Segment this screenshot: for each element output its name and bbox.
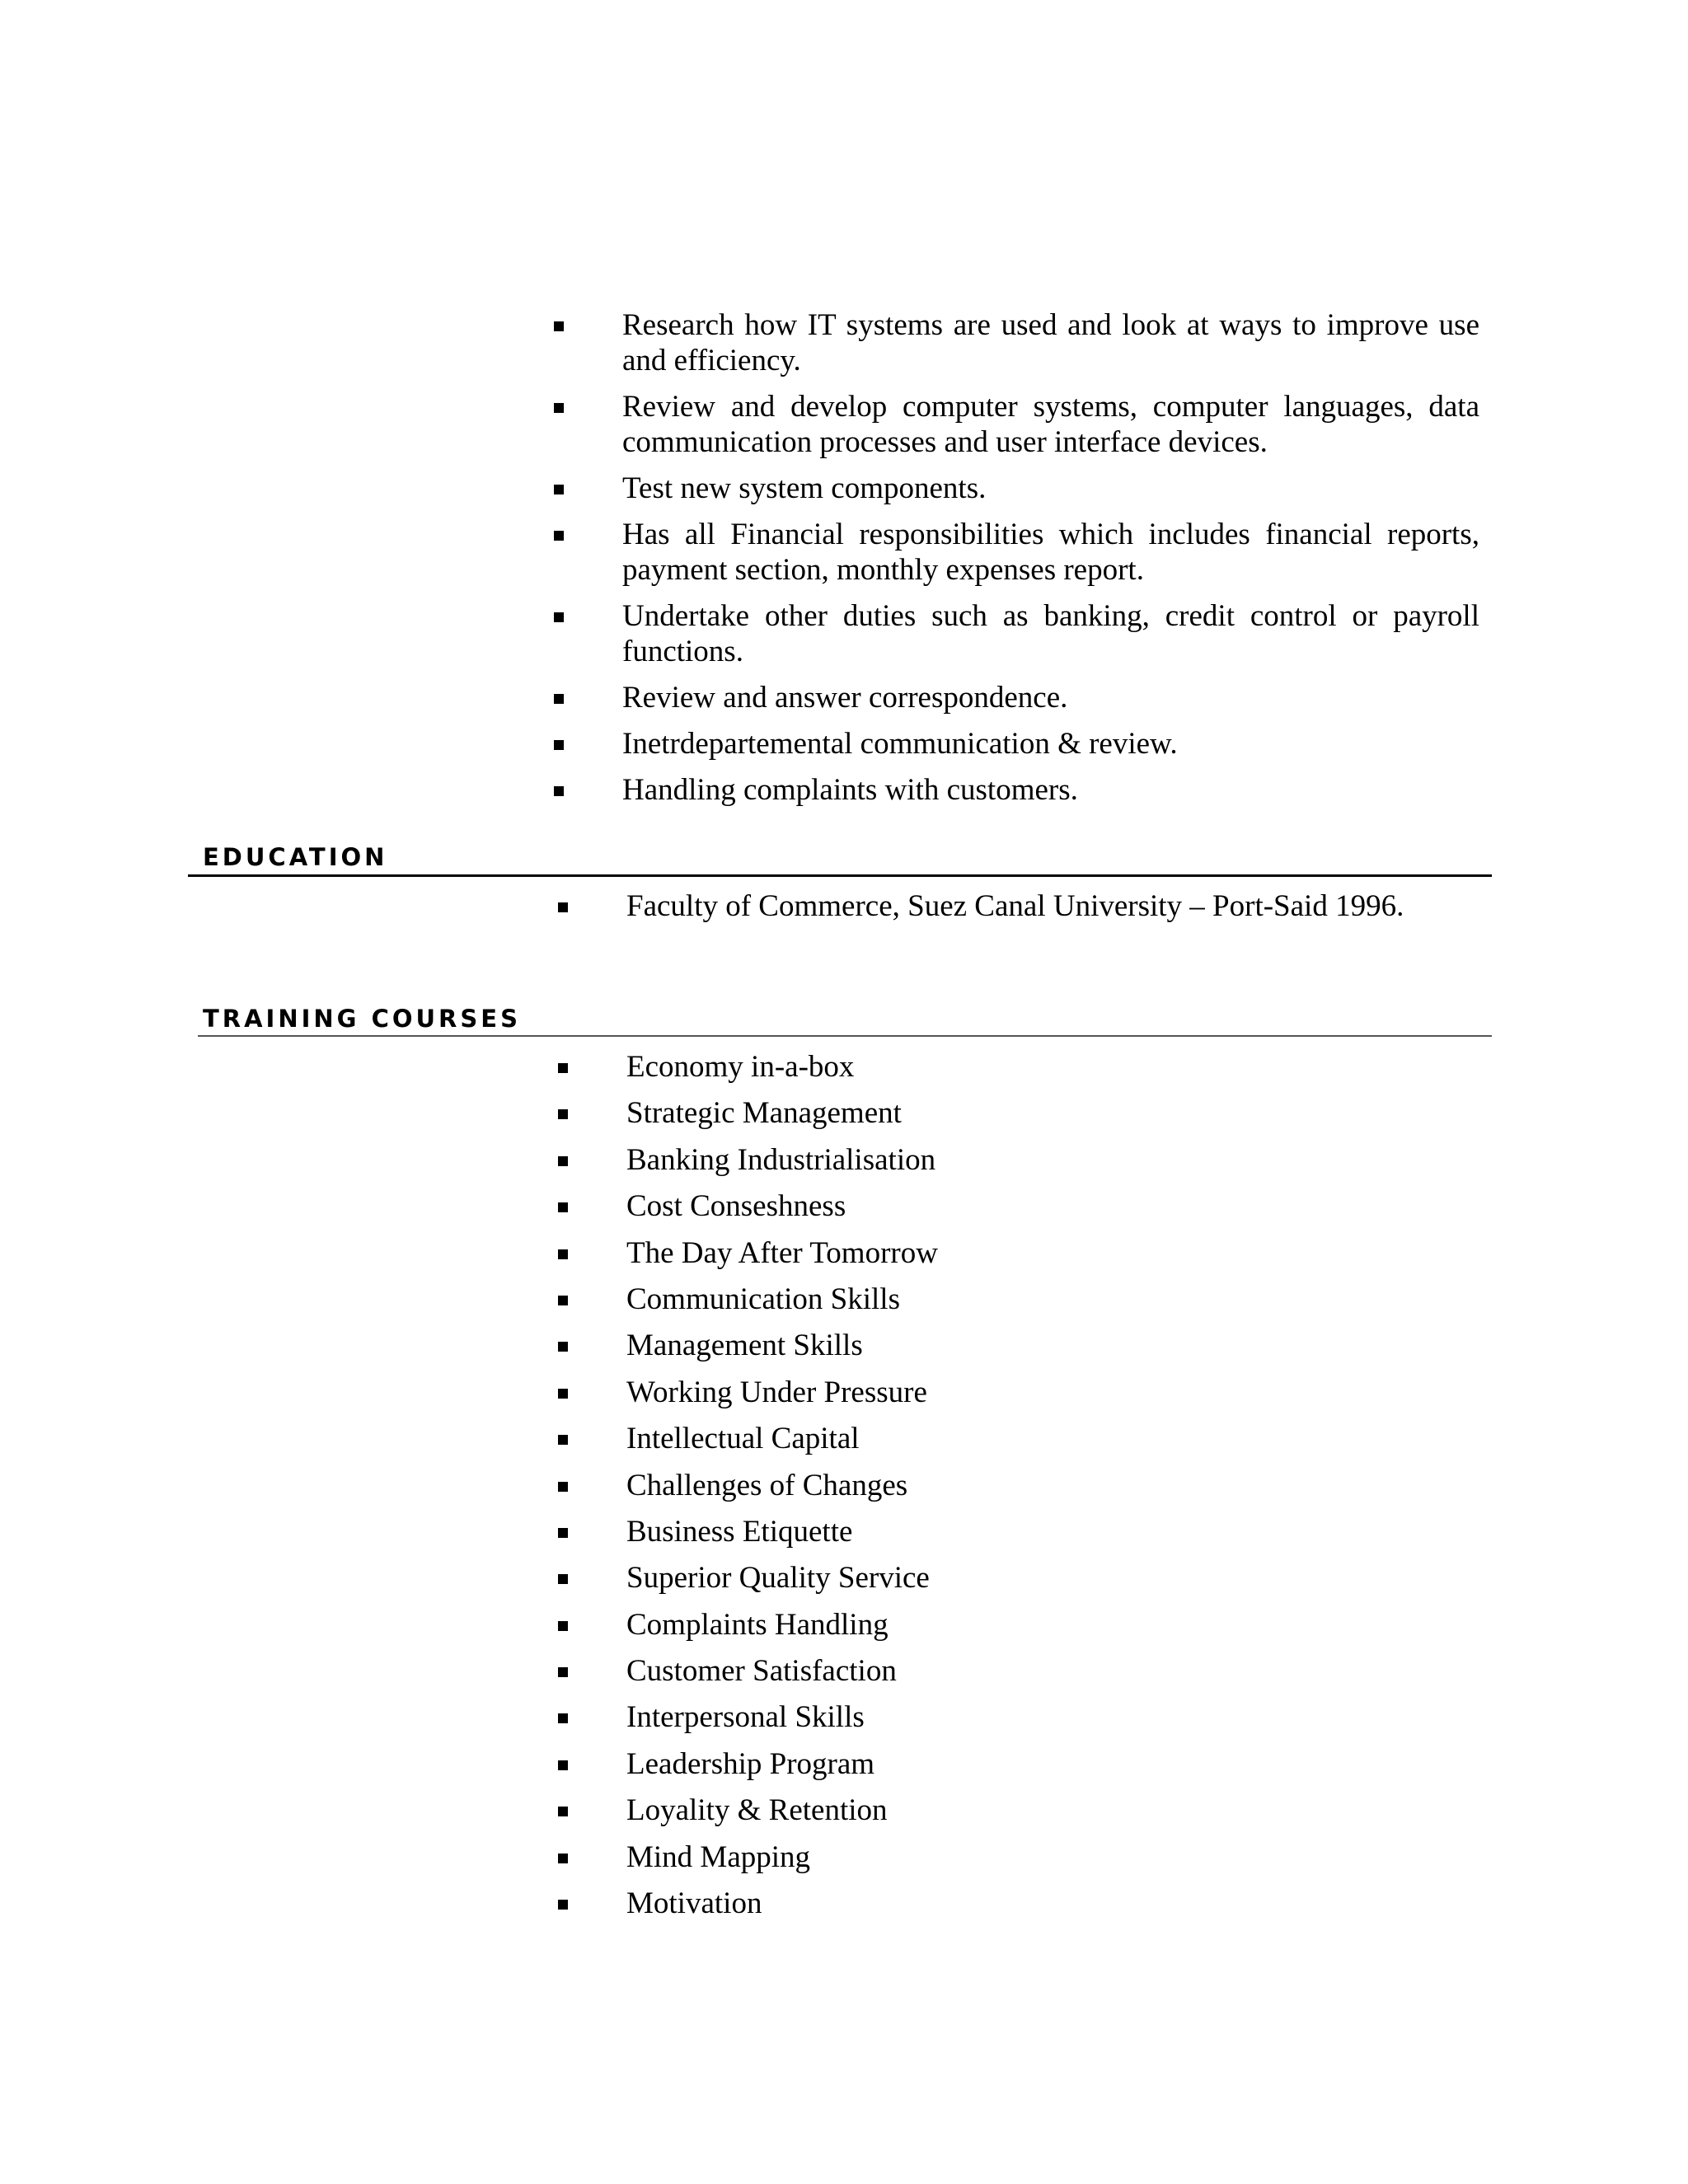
square-bullet-icon <box>554 612 564 622</box>
list-item <box>626 1235 1484 1282</box>
duty-text: Undertake other duties such as banking, credit control or payroll functions. <box>622 599 1479 668</box>
course-text: Mind Mapping <box>626 1840 811 1874</box>
square-bullet-icon <box>554 321 564 331</box>
list-item <box>626 1514 1484 1560</box>
education-list <box>626 888 1484 924</box>
square-bullet-icon <box>558 1249 568 1259</box>
square-bullet-icon <box>558 1482 568 1492</box>
list-item <box>622 726 1479 762</box>
duty-text: Review and answer correspondence. <box>622 681 1068 715</box>
list-item <box>626 1328 1484 1374</box>
list-item <box>622 517 1479 588</box>
course-text: Communication Skills <box>626 1282 900 1316</box>
job-duties-list <box>622 307 1479 818</box>
training-heading: TRAINING COURSES <box>203 1005 521 1033</box>
course-text: Customer Satisfaction <box>626 1654 897 1689</box>
list-item <box>626 1095 1484 1141</box>
course-text: Loyality & Retention <box>626 1793 888 1828</box>
course-text: Interpersonal Skills <box>626 1700 865 1735</box>
list-item <box>626 1142 1484 1188</box>
list-item <box>626 1468 1484 1514</box>
square-bullet-icon <box>558 1156 568 1166</box>
list-item <box>622 307 1479 378</box>
square-bullet-icon <box>558 902 568 912</box>
list-item <box>626 1049 1484 1095</box>
square-bullet-icon <box>558 1574 568 1584</box>
square-bullet-icon <box>558 1900 568 1910</box>
course-text: Leadership Program <box>626 1746 875 1781</box>
course-text: Complaints Handling <box>626 1607 889 1642</box>
list-item <box>626 1282 1484 1328</box>
list-item <box>626 888 1484 924</box>
square-bullet-icon <box>554 740 564 750</box>
square-bullet-icon <box>554 694 564 704</box>
square-bullet-icon <box>558 1296 568 1305</box>
square-bullet-icon <box>558 1621 568 1631</box>
square-bullet-icon <box>558 1342 568 1352</box>
list-item <box>626 1840 1484 1886</box>
education-text: Faculty of Commerce, Suez Canal University – Port-Said 1996. <box>626 889 1404 923</box>
list-item <box>622 471 1479 506</box>
course-text: Banking Industrialisation <box>626 1142 936 1177</box>
course-text: Economy in-a-box <box>626 1050 855 1084</box>
list-item <box>626 1560 1484 1606</box>
list-item <box>626 1699 1484 1746</box>
duty-text: Review and develop computer systems, computer languages, data communication processes and user interface devices. <box>622 390 1479 459</box>
square-bullet-icon <box>558 1807 568 1816</box>
square-bullet-icon <box>558 1528 568 1538</box>
duty-text: Test new system components. <box>622 471 987 505</box>
square-bullet-icon <box>558 1713 568 1723</box>
list-item <box>626 1607 1484 1653</box>
square-bullet-icon <box>558 1854 568 1863</box>
course-text: Business Etiquette <box>626 1514 853 1549</box>
list-item <box>622 772 1479 808</box>
list-item <box>626 1793 1484 1839</box>
list-item <box>622 598 1479 669</box>
square-bullet-icon <box>554 786 564 796</box>
duty-text: Has all Financial responsibilities which includes financial reports, payment section, monthly expenses report. <box>622 518 1479 587</box>
list-item <box>626 1375 1484 1421</box>
course-text: Intellectual Capital <box>626 1422 860 1456</box>
education-divider <box>188 874 1492 877</box>
square-bullet-icon <box>558 1063 568 1073</box>
square-bullet-icon <box>554 531 564 541</box>
education-heading: EDUCATION <box>203 843 388 871</box>
duty-text: Inetrdepartemental communication & review. <box>622 727 1178 761</box>
square-bullet-icon <box>554 485 564 494</box>
square-bullet-icon <box>558 1760 568 1770</box>
course-text: Working Under Pressure <box>626 1375 927 1409</box>
square-bullet-icon <box>558 1435 568 1445</box>
duty-text: Handling complaints with customers. <box>622 773 1078 807</box>
list-item <box>622 680 1479 715</box>
duty-text: Research how IT systems are used and look at ways to improve use and efficiency. <box>622 308 1479 377</box>
course-text: Motivation <box>626 1886 762 1921</box>
list-item <box>626 1653 1484 1699</box>
course-text: Management Skills <box>626 1329 863 1363</box>
square-bullet-icon <box>558 1202 568 1212</box>
list-item <box>622 389 1479 460</box>
square-bullet-icon <box>558 1389 568 1399</box>
course-text: Challenges of Changes <box>626 1468 908 1502</box>
list-item <box>626 1746 1484 1793</box>
square-bullet-icon <box>558 1109 568 1119</box>
square-bullet-icon <box>554 403 564 413</box>
list-item <box>626 1886 1484 1932</box>
training-list <box>626 1049 1484 1932</box>
square-bullet-icon <box>558 1667 568 1677</box>
list-item <box>626 1421 1484 1467</box>
list-item <box>626 1188 1484 1235</box>
training-divider <box>198 1035 1492 1037</box>
course-text: Cost Conseshness <box>626 1189 846 1224</box>
course-text: The Day After Tomorrow <box>626 1235 938 1270</box>
course-text: Superior Quality Service <box>626 1561 930 1596</box>
course-text: Strategic Management <box>626 1096 902 1131</box>
